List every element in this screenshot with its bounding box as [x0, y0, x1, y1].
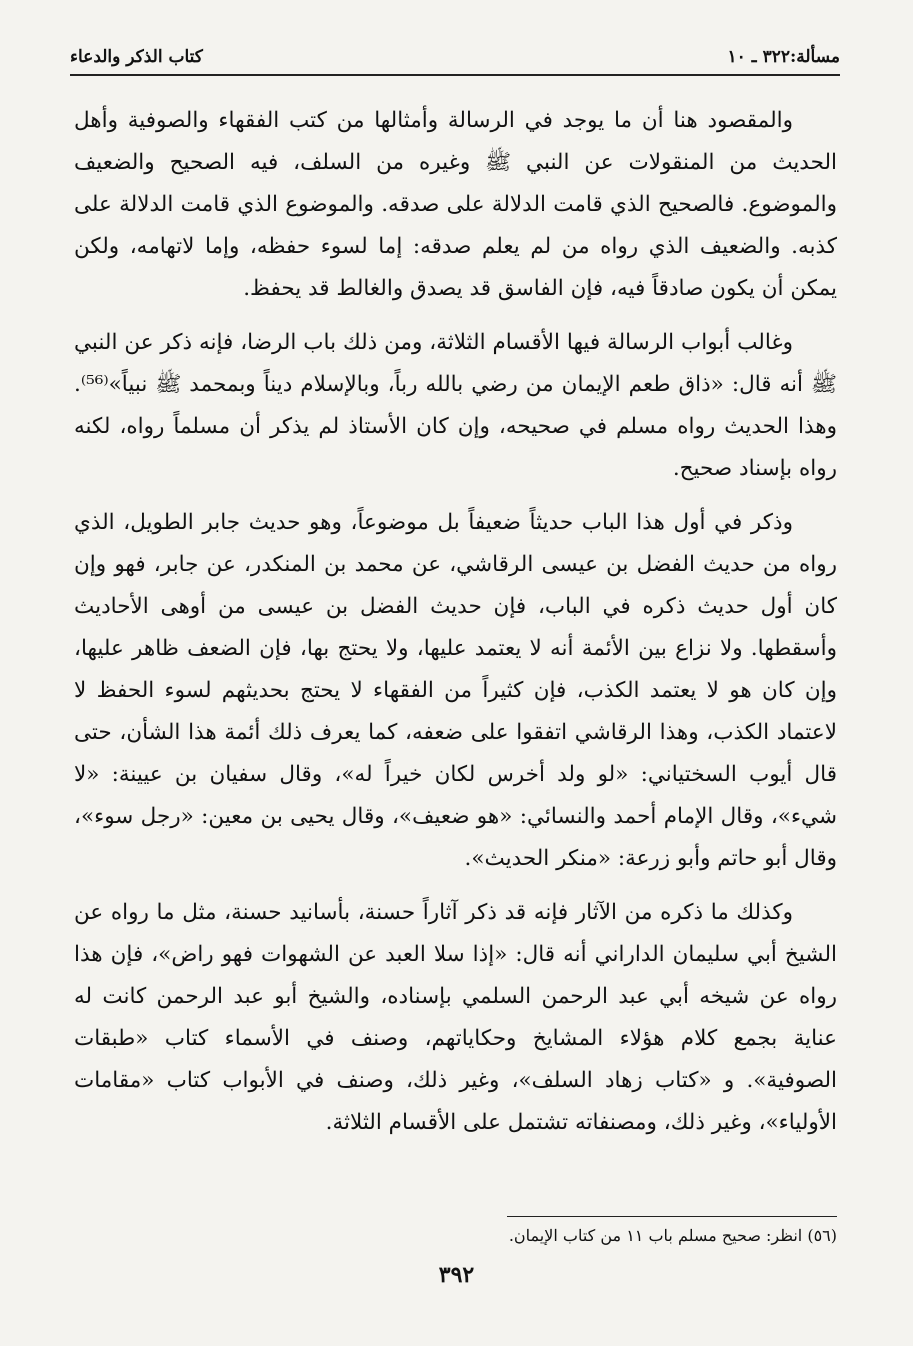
footnote-divider: [507, 1216, 837, 1217]
main-text: [74, 100, 837, 1156]
paragraph: والمقصود هنا أن ما يوجد في الرسالة وأمثالها من كتب الفقهاء والصوفية وأهل الحديث من المنقولات عن النبي ﷺ وغيره من السلف، فيه الصحيح والضعيف والموضوع. فالصحيح الذي قامت الدلالة على صدقه. والموضوع الذي قامت الدلالة على كذبه. والضعيف الذي رواه من لم يعلم صدقه: إما لسوء حفظه، وإما لاتهامه، ولكن يمكن أن يكون صادقاً فيه، فإن الفاسق قد يصدق والغالط قد يحفظ.: [74, 108, 837, 301]
footnote: (٥٦) انظر: صحيح مسلم باب ١١ من كتاب الإيمان.: [508, 1226, 837, 1245]
header-issue-number: مسألة:٣٢٢ ـ ١٠: [727, 47, 840, 67]
page-number: ٣٩٢: [438, 1262, 475, 1288]
paragraph: وكذلك ما ذكره من الآثار فإنه قد ذكر آثاراً حسنة، بأسانيد حسنة، مثل ما رواه عن الشيخ أبي سليمان الداراني أنه قال: «إذا سلا العبد عن الشهوات فهو راض»، فإن هذا رواه عن شيخه أبي عبد الرحمن السلمي بإسناده، والشيخ أبو عبد الرحمن كانت له عناية بجمع كلام هؤلاء المشايخ وحكاياتهم، وصنف في الأسماء كتاب «طبقات الصوفية». و «كتاب زهاد السلف»، وغير ذلك، وصنف في الأبواب كتاب «مقامات الأولياء»، وغير ذلك، ومصنفاته تشتمل على الأقسام الثلاثة.: [74, 900, 837, 1135]
paragraph: وغالب أبواب الرسالة فيها الأقسام الثلاثة، ومن ذلك باب الرضا، فإنه ذكر عن النبي ﷺ أنه قال: «ذاق طعم الإيمان من رضي بالله رباً، وبالإسلام ديناً وبمحمد ﷺ نبياً»⁽⁵⁶⁾. وهذا الحديث رواه مسلم في صحيحه، وإن كان الأستاذ لم يذكر أن مسلماً رواه، لكنه رواه بإسناد صحيح.: [74, 330, 837, 481]
header-book-title: كتاب الذكر والدعاء: [70, 47, 203, 67]
running-header: [70, 40, 840, 76]
paragraph: وذكر في أول هذا الباب حديثاً ضعيفاً بل موضوعاً، وهو حديث جابر الطويل، الذي رواه من حديث الفضل بن عيسى الرقاشي، عن محمد بن المنكدر، عن جابر، فهو وإن كان أول حديث ذكره في الباب، فإن حديث الفضل بن عيسى من أوهى الأحاديث وأسقطها. ولا نزاع بين الأئمة أنه لا يعتمد عليها، ولا يحتج بها، فإن الضعف ظاهر عليها، وإن كان هو لا يعتمد الكذب، فإن كثيراً من الفقهاء لا يحتج بحديثهم لسوء الحفظ لا لاعتماد الكذب، وهذا الرقاشي اتفقوا على ضعفه، كما يعرف ذلك أئمة هذا الشأن، حتى قال أيوب السختياني: «لو ولد أخرس لكان خيراً له»، وقال سفيان بن عيينة: «لا شيء»، وقال الإمام أحمد والنسائي: «هو ضعيف»، وقال يحيى بن معين: «رجل سوء»، وقال أبو حاتم وأبو زرعة: «منكر الحديث».: [74, 510, 837, 871]
